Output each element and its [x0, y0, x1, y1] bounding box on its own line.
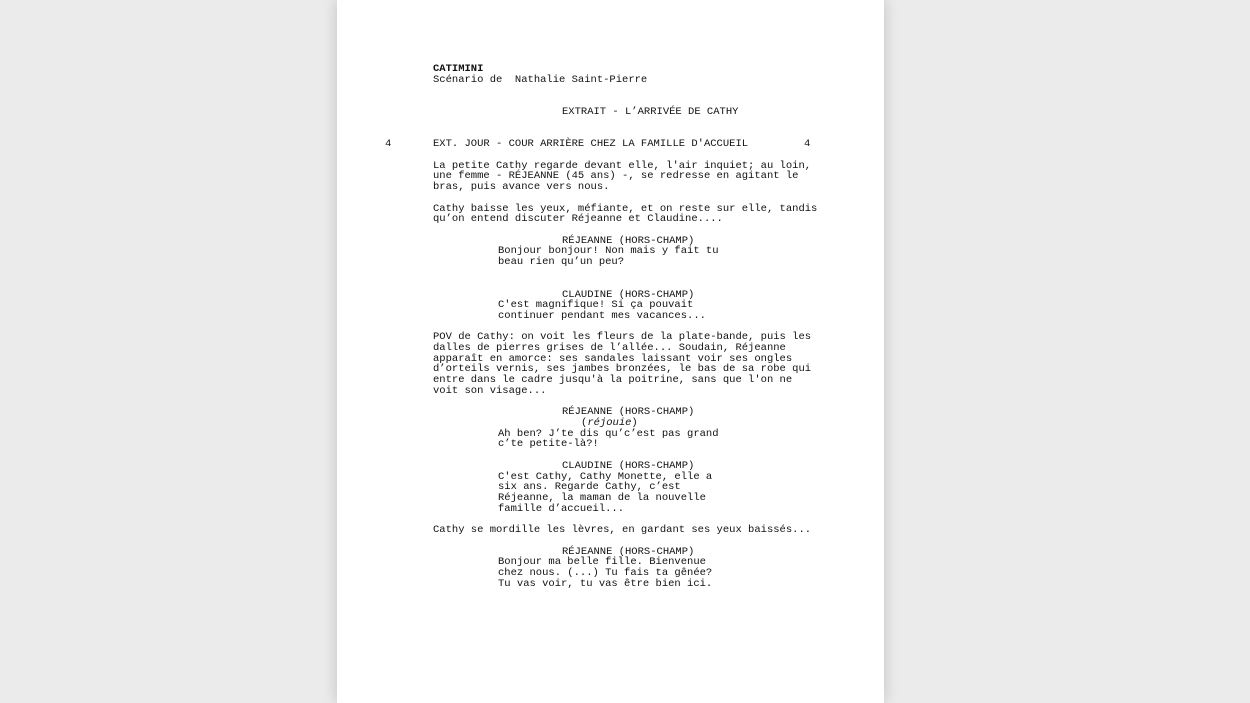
- action-line: Cathy se mordille les lèvres, en gardant ses yeux baissés...: [433, 524, 812, 536]
- paren-close: ): [631, 417, 638, 429]
- scene-heading: EXT. JOUR - COUR ARRIÈRE CHEZ LA FAMILLE D'ACCUEIL: [433, 138, 749, 150]
- character-name: RÉJEANNE (HORS-CHAMP): [562, 235, 695, 247]
- dialogue-line: Bonjour bonjour! Non mais y fait tu: [498, 245, 719, 257]
- author-line: Scénario de Nathalie Saint-Pierre: [433, 74, 648, 86]
- character-name: CLAUDINE (HORS-CHAMP): [562, 289, 695, 301]
- script-page: [337, 0, 884, 703]
- action-line: voit son visage...: [433, 385, 547, 397]
- dialogue-line: continuer pendant mes vacances...: [498, 310, 706, 322]
- dialogue-line: Réjeanne, la maman de la nouvelle: [498, 492, 706, 504]
- action-line: entre dans le cadre jusqu'à la poitrine, sans que l'on ne: [433, 374, 793, 386]
- action-line: une femme - RÉJEANNE (45 ans) -, se redresse en agitant le: [433, 170, 799, 182]
- parenthetical-text: réjouie: [587, 417, 632, 429]
- dialogue-line: Tu vas voir, tu vas être bien ici.: [498, 578, 713, 590]
- dialogue-line: c’te petite-là?!: [498, 438, 599, 450]
- action-line: La petite Cathy regarde devant elle, l'air inquiet; au loin,: [433, 160, 812, 172]
- dialogue-line: Bonjour ma belle fille. Bienvenue: [498, 556, 706, 568]
- excerpt-title: EXTRAIT - L’ARRIVÉE DE CATHY: [562, 106, 739, 118]
- dialogue-line: C'est Cathy, Cathy Monette, elle a: [498, 471, 713, 483]
- dialogue-line: chez nous. (...) Tu fais ta gênée?: [498, 567, 713, 579]
- scene-number-right: 4: [804, 138, 811, 150]
- action-line: qu’on entend discuter Réjeanne et Claudine....: [433, 213, 723, 225]
- action-line: dalles de pierres grises de l’allée... Soudain, Réjeanne: [433, 342, 786, 354]
- action-line: Cathy baisse les yeux, méfiante, et on reste sur elle, tandis: [433, 203, 818, 215]
- paren-open: (: [581, 417, 588, 429]
- action-line: bras, puis avance vers nous.: [433, 181, 610, 193]
- script-title: CATIMINI: [433, 63, 484, 75]
- dialogue-line: C'est magnifique! Si ça pouvait: [498, 299, 694, 311]
- action-line: d’orteils vernis, ses jambes bronzées, le bas de sa robe qui: [433, 363, 812, 375]
- dialogue-line: famille d’accueil...: [498, 503, 625, 515]
- action-line: apparaît en amorce: ses sandales laissant voir ses ongles: [433, 353, 793, 365]
- character-name: RÉJEANNE (HORS-CHAMP): [562, 546, 695, 558]
- character-name: CLAUDINE (HORS-CHAMP): [562, 460, 695, 472]
- dialogue-line: beau rien qu’un peu?: [498, 256, 625, 268]
- action-line: POV de Cathy: on voit les fleurs de la plate-bande, puis les: [433, 331, 812, 343]
- dialogue-line: six ans. Regarde Cathy, c’est: [498, 481, 681, 493]
- character-name: RÉJEANNE (HORS-CHAMP): [562, 406, 695, 418]
- dialogue-line: Ah ben? J’te dis qu’c’est pas grand: [498, 428, 719, 440]
- scene-number-left: 4: [385, 138, 392, 150]
